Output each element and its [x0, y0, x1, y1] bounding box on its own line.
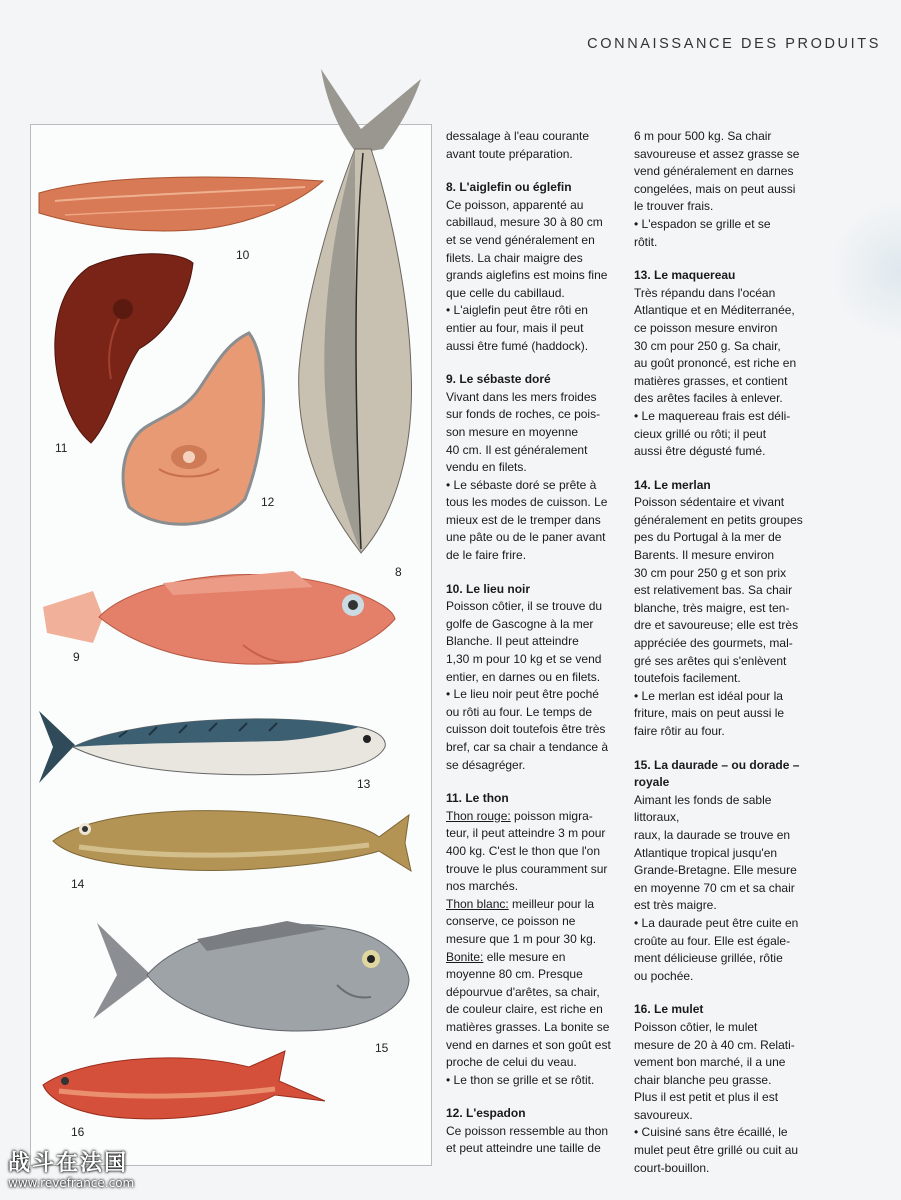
- section-9-tip: une pâte ou de le paner avant: [446, 530, 606, 545]
- section-15-line: Atlantique tropical jusqu'en: [634, 845, 778, 860]
- section-15-heading: 15. La daurade – ou dorade –: [634, 757, 800, 772]
- section-16-line: chair blanche peu grasse.: [634, 1072, 772, 1087]
- section-8-line: grands aiglefins est moins fine: [446, 268, 608, 283]
- section-16-line: vement bon marché, il a une: [634, 1055, 786, 1070]
- section-11-line: nos marchés.: [446, 879, 519, 894]
- section-8-tip: entier au four, mais il peut: [446, 320, 584, 335]
- section-8-tip: • L'aiglefin peut être rôti en: [446, 303, 588, 318]
- section-9-line: son mesure en moyenne: [446, 424, 579, 439]
- section-10-line: golfe de Gascogne à la mer: [446, 616, 594, 631]
- figure-label-8: 8: [395, 565, 402, 579]
- section-12-heading: 12. L'espadon: [446, 1106, 526, 1121]
- mackerel-13-image: [39, 709, 389, 789]
- section-10-tip: • Le lieu noir peut être poché: [446, 687, 599, 702]
- section-11-tip: • Le thon se grille et se rôtit.: [446, 1072, 595, 1087]
- section-12-tip: • L'espadon se grille et se: [634, 216, 771, 231]
- section-8-line: que celle du cabillaud.: [446, 285, 565, 300]
- section-13-line: Très répandu dans l'océan: [634, 285, 776, 300]
- section-8-heading: 8. L'aiglefin ou églefin: [446, 180, 572, 195]
- figure-label-11: 11: [55, 441, 68, 455]
- section-12-line: 6 m pour 500 kg. Sa chair: [634, 129, 772, 143]
- section-12-tip: rôtit.: [634, 234, 658, 249]
- section-12-line: et peut atteindre une taille de: [446, 1141, 601, 1156]
- section-15-heading: royale: [634, 775, 670, 790]
- salmon-steak-12-image: [119, 329, 271, 533]
- running-head: CONNAISSANCE DES PRODUITS: [587, 36, 881, 52]
- section-12-line: savoureuse et assez grasse se: [634, 146, 800, 161]
- section-15-line: Aimant les fonds de sable littoraux,: [634, 792, 772, 825]
- section-13-tip: aussi être dégusté fumé.: [634, 444, 766, 459]
- section-11-line: [446, 896, 622, 914]
- illustration-panel: [30, 124, 432, 1166]
- section-16-line: mesure de 20 à 40 cm. Relati-: [634, 1037, 795, 1052]
- section-9-tip: tous les modes de cuisson. Le: [446, 495, 608, 510]
- section-15-tip: ment délicieuse grillée, rôtie: [634, 951, 783, 966]
- section-14-tip: • Le merlan est idéal pour la: [634, 688, 783, 703]
- section-16-line: Plus il est petit et plus il est: [634, 1090, 779, 1105]
- section-14-line: Poisson sédentaire et vivant: [634, 495, 785, 510]
- redfish-9-image: [43, 561, 399, 677]
- figure-label-14: 14: [71, 877, 85, 891]
- section-16-line: savoureux.: [634, 1107, 693, 1122]
- section-13-line: matières grasses, et contient: [634, 373, 788, 388]
- section-11-line: dépourvue d'arêtes, sa chair,: [446, 984, 600, 999]
- section-15-tip: ou pochée.: [634, 968, 694, 983]
- section-11-line: vend en darnes et son goût est: [446, 1037, 611, 1052]
- section-12-line: congelées, mais on peut aussi: [634, 181, 796, 196]
- section-11-line: [446, 949, 622, 967]
- section-11-line: conserve, ce poisson ne: [446, 914, 576, 929]
- watermark: [8, 1152, 134, 1190]
- watermark-logo: 战斗在法国: [8, 1151, 129, 1176]
- section-9-line: Vivant dans les mers froides: [446, 389, 597, 404]
- section-13-tip: cieux grillé ou rôti; il peut: [634, 426, 767, 441]
- section-10-heading: 10. Le lieu noir: [446, 581, 531, 596]
- section-14-line: dre et savoureuse; elle est très: [634, 618, 799, 633]
- section-16-line: Poisson côtier, le mulet: [634, 1019, 758, 1034]
- intro-line: dessalage à l'eau courante: [446, 129, 590, 143]
- bream-15-image: [87, 915, 413, 1043]
- section-10-line: Poisson côtier, il se trouve du: [446, 599, 603, 614]
- section-15-line: est très maigre.: [634, 898, 717, 913]
- text-column-2: [634, 128, 810, 1177]
- section-14-line: généralement en petits groupes: [634, 512, 803, 527]
- section-15-line: raux, la daurade se trouve en: [634, 827, 791, 842]
- haddock-8-image: [291, 69, 431, 557]
- section-16-tip: mulet peut être grillé ou cuit au: [634, 1143, 799, 1158]
- section-11-line: teur, il peut atteindre 3 m pour: [446, 826, 606, 841]
- section-11-line: proche de celui du veau.: [446, 1055, 577, 1070]
- section-13-line: Atlantique et en Méditerranée,: [634, 303, 795, 318]
- section-14-line: gré ses arêtes qui s'enlèvent: [634, 653, 787, 668]
- section-14-tip: faire rôtir au four.: [634, 724, 725, 738]
- section-13-line: des arêtes faciles à enlever.: [634, 391, 783, 406]
- section-15-line: en moyenne 70 cm et sa chair: [634, 880, 795, 895]
- text-column-1: [446, 128, 622, 1158]
- section-8-line: filets. La chair maigre des: [446, 250, 583, 265]
- figure-label-12: 12: [261, 495, 275, 509]
- section-16-tip: • Cuisiné sans être écaillé, le: [634, 1125, 788, 1140]
- section-11-heading: 11. Le thon: [446, 791, 509, 806]
- facing-page-bleed: [831, 200, 901, 340]
- thon-rouge-label: Thon rouge:: [446, 808, 511, 823]
- section-14-line: est relativement bas. Sa chair: [634, 583, 793, 598]
- section-9-tip: • Le sébaste doré se prête à: [446, 477, 597, 492]
- section-13-heading: 13. Le maquereau: [634, 268, 736, 283]
- section-14-line: toutefois facilement.: [634, 671, 741, 686]
- section-11-line: moyenne 80 cm. Presque: [446, 967, 583, 982]
- thon-blanc-label: Thon blanc:: [446, 896, 509, 911]
- section-14-tip: friture, mais on peut aussi le: [634, 706, 785, 721]
- section-8-line: cabillaud, mesure 30 à 80 cm: [446, 215, 603, 230]
- whiting-14-image: [49, 797, 413, 881]
- red-mullet-16-image: [39, 1045, 329, 1125]
- section-9-line: 40 cm. Il est généralement: [446, 442, 588, 457]
- bonite-label: Bonite:: [446, 949, 484, 964]
- section-11-line: matières grasses. La bonite se: [446, 1019, 610, 1034]
- section-15-tip: • La daurade peut être cuite en: [634, 915, 799, 930]
- figure-label-13: 13: [357, 777, 371, 791]
- section-9-line: sur fonds de roches, ce pois-: [446, 407, 601, 422]
- section-11-line: mesure que 1 m pour 30 kg.: [446, 931, 597, 946]
- section-8-line: et se vend généralement en: [446, 232, 595, 247]
- section-10-tip: se désagréger.: [446, 757, 526, 772]
- section-11-line: de couleur claire, est riche en: [446, 1002, 603, 1017]
- fillet-10-image: [35, 171, 330, 239]
- section-16-tip: court-bouillon.: [634, 1160, 710, 1175]
- section-10-tip: cuisson doit toutefois être très: [446, 722, 606, 737]
- section-12-line: vend généralement en darnes: [634, 164, 794, 179]
- section-11-text: poisson migra-: [510, 808, 593, 823]
- section-10-tip: bref, car sa chair a tendance à: [446, 740, 609, 754]
- section-11-line: trouve le plus couramment sur: [446, 861, 608, 876]
- section-9-tip: mieux est de le tremper dans: [446, 512, 601, 527]
- section-10-line: Blanche. Il peut atteindre: [446, 634, 579, 649]
- intro-line: avant toute préparation.: [446, 146, 573, 161]
- figure-label-16: 16: [71, 1125, 85, 1139]
- section-13-line: 30 cm pour 250 g. Sa chair,: [634, 338, 781, 353]
- section-8-tip: aussi être fumé (haddock).: [446, 338, 589, 353]
- section-14-line: 30 cm pour 250 g et son prix: [634, 565, 787, 580]
- section-15-tip: croûte au four. Elle est égale-: [634, 933, 791, 948]
- section-14-heading: 14. Le merlan: [634, 477, 711, 492]
- section-13-line: ce poisson mesure environ: [634, 320, 778, 335]
- section-9-heading: 9. Le sébaste doré: [446, 372, 551, 387]
- section-14-line: blanche, très maigre, est ten-: [634, 600, 790, 615]
- section-11-line: 400 kg. C'est le thon que l'on: [446, 843, 601, 858]
- section-12-line: le trouver frais.: [634, 199, 714, 214]
- figure-label-9: 9: [73, 650, 80, 664]
- section-9-line: vendu en filets.: [446, 460, 527, 475]
- figure-label-15: 15: [375, 1041, 389, 1055]
- section-10-tip: ou rôti au four. Le temps de: [446, 704, 593, 719]
- watermark-url: www.revefrance.com: [8, 1176, 135, 1190]
- section-14-line: pes du Portugal à la mer de: [634, 530, 782, 545]
- section-13-tip: • Le maquereau frais est déli-: [634, 408, 791, 423]
- section-14-line: appréciée des gourmets, mal-: [634, 636, 793, 651]
- section-8-line: Ce poisson, apparenté au: [446, 197, 584, 212]
- section-12-line: Ce poisson ressemble au thon: [446, 1123, 609, 1138]
- figure-label-10: 10: [236, 248, 250, 262]
- section-13-line: au goût prononcé, est riche en: [634, 356, 797, 371]
- section-10-line: entier, en darnes ou en filets.: [446, 669, 601, 684]
- section-15-line: Grande-Bretagne. Elle mesure: [634, 863, 797, 878]
- section-16-heading: 16. Le mulet: [634, 1002, 704, 1017]
- section-11-text: meilleur pour la: [508, 896, 595, 911]
- section-14-line: Barents. Il mesure environ: [634, 548, 775, 563]
- section-11-text: elle mesure en: [483, 949, 566, 964]
- section-10-line: 1,30 m pour 10 kg et se vend: [446, 652, 602, 667]
- section-11-line: [446, 808, 622, 826]
- section-9-tip: de le faire frire.: [446, 548, 527, 563]
